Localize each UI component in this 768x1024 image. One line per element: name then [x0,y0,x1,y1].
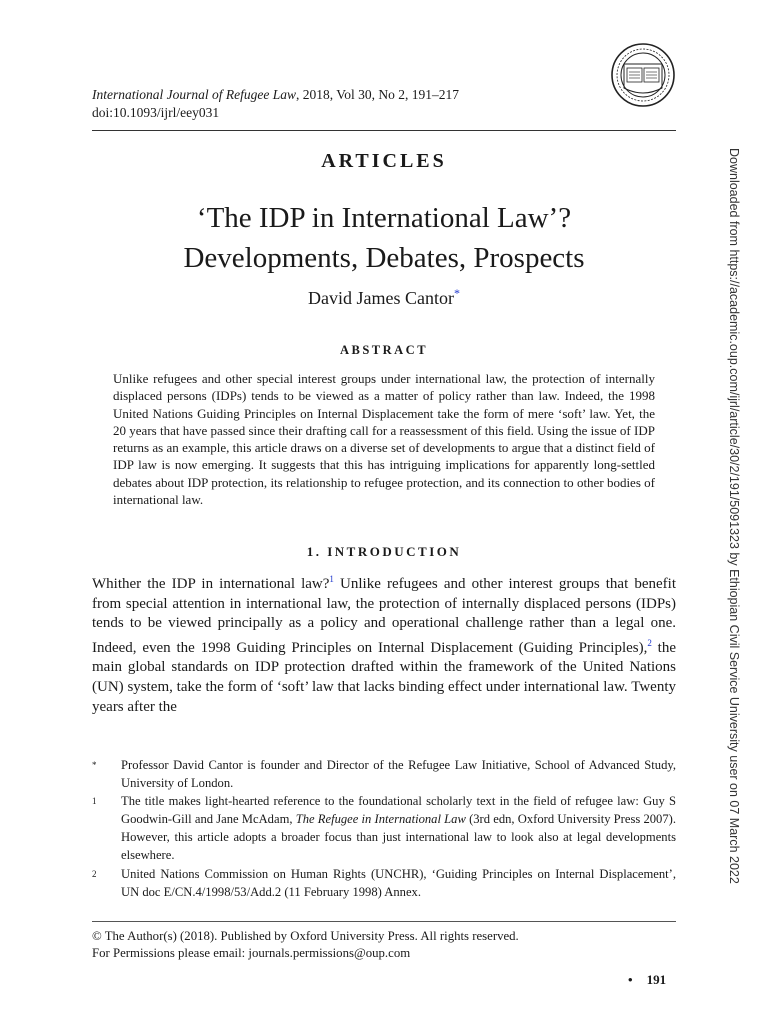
author-name: David James Cantor [308,288,454,308]
title-line-2: Developments, Debates, Prospects [183,242,585,274]
footnote-link-2[interactable]: 2 [647,637,652,648]
header-rule [92,130,676,131]
introduction-heading: 1. INTRODUCTION [306,544,462,559]
footnote-text: Professor David Cantor is founder and Director of the Refugee Law Initiative, School of Advanced Study, University of London. [121,758,676,791]
footnote-text: (3rd edn, Oxford University Press 2007). However, this article adopts a broader focus than just international law to look also at legal developments elsewhere. [121,812,676,863]
journal-header [92,86,676,122]
footnote-marker: 1 [92,796,97,807]
bullet-icon: • [628,972,633,987]
footnotes [92,756,676,901]
doi: doi:10.1093/ijrl/eey031 [92,105,220,120]
footnote-2 [92,865,676,901]
footnote-text: United Nations Commission on Human Rights (UNCHR), ‘Guiding Principles on Internal Displacement’, UN doc E/CN.4/1998/53/Add.2 (11 February 1998) Annex. [121,866,676,899]
intro-text-2: Unlike refugees and other interest groups that benefit from special attention in international law, the protection of internally displaced persons (IDPs) tends to be viewed principally as a policy and operational challenge rather than a legal one. Indeed, even the 1998 Guiding Principles on Internal Displacement (Guiding Principles), [92,576,677,656]
footnote-marker: 2 [92,868,97,879]
journal-name: International Journal of Refugee Law [92,87,296,102]
section-label: ARTICLES [321,150,447,172]
abstract-heading: ABSTRACT [339,343,429,357]
author [92,286,676,309]
footnote-marker: * [92,760,97,770]
intro-text-3: the main global standards on IDP protection drafted within the framework of the United Nations (UN) system, take the form of ‘soft’ law that lacks binding effect under international law. Twenty years after the [92,639,676,715]
article-title [92,198,676,278]
journal-citation: , 2018, Vol 30, No 2, 191–217 [295,87,459,102]
permissions-line: For Permissions please email: journals.permissions@oup.com [92,946,411,960]
footnote-star [92,756,676,792]
oxford-seal-logo [610,42,676,108]
copyright-notice [92,928,676,962]
footnote-text: The title makes light-hearted reference to the foundational scholarly text in the field of refugee law: Guy S Goodwin-Gill and Jane McAdam, [121,794,676,827]
abstract-text: Unlike refugees and other special interest groups under international law, the protection of internally displaced persons (IDPs) tends to be viewed as a matter of policy rather than law. Indeed, the 1998 United Nations Guiding Principles on Internal Displacement take the form of mere ‘soft’ law. Yet, the 20 years that have passed since their drafting call for a reassessment of this field. Using the issue of IDP returns as an example, this article draws on a diverse set of developments to argue that a distinct field of IDP law is now emerging. It suggests that this has intriguing implications for apparently long-settled debates about IDP protection, its relationship to refugee protection, and its connection to other bodies of international law. [113,371,655,508]
footnote-link-1[interactable]: 1 [329,574,334,584]
download-watermark: Downloaded from https://academic.oup.com/ijrl/article/30/2/191/5091323 by Ethiopian Civil Service University user on 07 March 2022 [727,148,741,884]
copyright-line: © The Author(s) (2018). Published by Oxford University Press. All rights reserved. [92,929,519,943]
footer-rule [92,921,676,922]
footnote-1 [92,792,676,864]
author-footnote-link[interactable]: * [453,286,460,300]
introduction-paragraph [92,570,676,717]
page-number-value: 191 [646,972,667,987]
title-line-1: ‘The IDP in International Law’? [196,202,572,234]
intro-text-1: Whither the IDP in international law? [92,576,330,592]
footnote-book-title: The Refugee in International Law [295,812,466,827]
page-number [628,972,666,988]
